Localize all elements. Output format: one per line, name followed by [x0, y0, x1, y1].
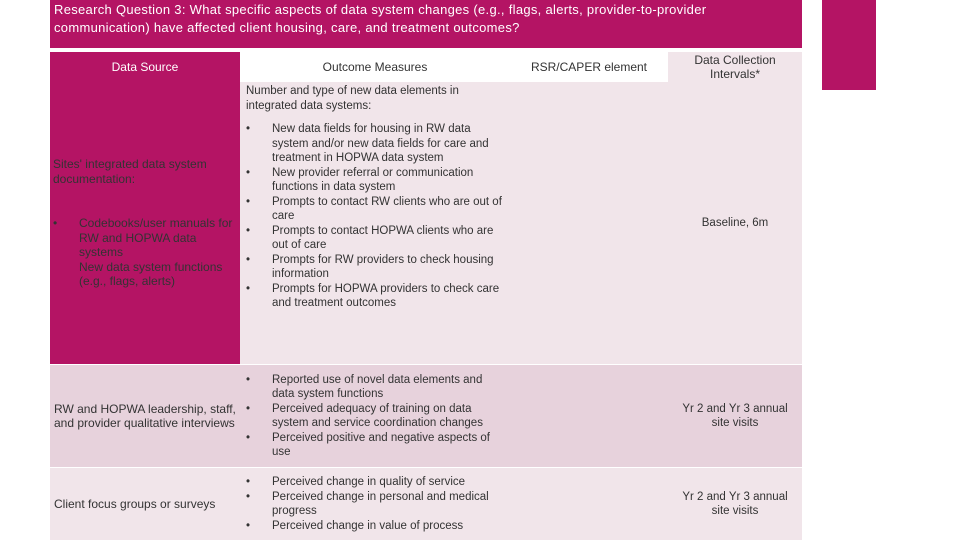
row2-outcome-list: [246, 373, 504, 460]
list-item: • Perceived change in personal and medical progress: [246, 490, 489, 517]
row3-outcome-list: [246, 475, 504, 533]
row1-rsr-cell: [510, 82, 668, 364]
list-item: • Perceived change in quality of service: [246, 476, 466, 488]
row2-interval: Yr 2 and Yr 3 annual site visits: [668, 365, 802, 467]
row1-outcome-intro: Number and type of new data elements in integrated data systems:: [246, 85, 459, 112]
row3-rsr-cell: [510, 468, 668, 540]
list-item: • Perceived adequacy of training on data system and service coordination changes: [246, 402, 483, 429]
list-item: • Reported use of novel data elements and data system functions: [246, 373, 483, 400]
row3-outcomes-cell: [240, 468, 510, 540]
research-question-banner: Research Question 3: What specific aspects of data system changes (e.g., flags, alerts, provider-to-provider communication) have affected client housing, care, and treatment outcomes?: [50, 0, 802, 48]
accent-block: [822, 0, 876, 90]
list-item: • Prompts to contact RW clients who are out of care: [246, 195, 502, 222]
list-item: • New data fields for housing in RW data system and/or new data fields for care and treatment in HOPWA data system: [246, 123, 489, 164]
list-item: • New provider referral or communication functions in data system: [246, 166, 474, 193]
header-rsr-caper: RSR/CAPER element: [510, 52, 668, 82]
header-outcome-measures: Outcome Measures: [240, 52, 510, 82]
list-item: • Perceived positive and negative aspects of use: [246, 431, 490, 458]
row2-rsr-cell: [510, 365, 668, 467]
row1-interval: Baseline, 6m: [668, 82, 802, 364]
list-item: • Prompts to contact HOPWA clients who are out of care: [246, 224, 494, 251]
row3-interval: Yr 2 and Yr 3 annual site visits: [668, 468, 802, 540]
bullet: •: [53, 216, 58, 230]
list-item: • Prompts for RW providers to check housing information: [246, 253, 494, 280]
header-data-source: Data Source: [111, 60, 179, 74]
row1-source-bullet: Codebooks/user manuals for RW and HOPWA data systems: [79, 216, 233, 259]
row2-source: RW and HOPWA leadership, staff, and provider qualitative interviews: [50, 365, 240, 467]
row1-source-title: Sites' integrated data system documentation:: [53, 157, 207, 186]
row3-source: Client focus groups or surveys: [50, 468, 240, 540]
row2-outcomes-cell: [240, 365, 510, 467]
row1-outcomes-cell: [240, 82, 510, 364]
list-item: • Perceived change in value of process: [246, 519, 464, 532]
row1-outcome-list: [246, 122, 504, 311]
row1-source: [53, 157, 238, 289]
header-intervals: Data Collection Intervals*: [668, 52, 802, 82]
list-item: • Prompts for HOPWA providers to check care and treatment outcomes: [246, 282, 500, 309]
row1-source-extra: New data system functions (e.g., flags, alerts): [79, 259, 223, 288]
